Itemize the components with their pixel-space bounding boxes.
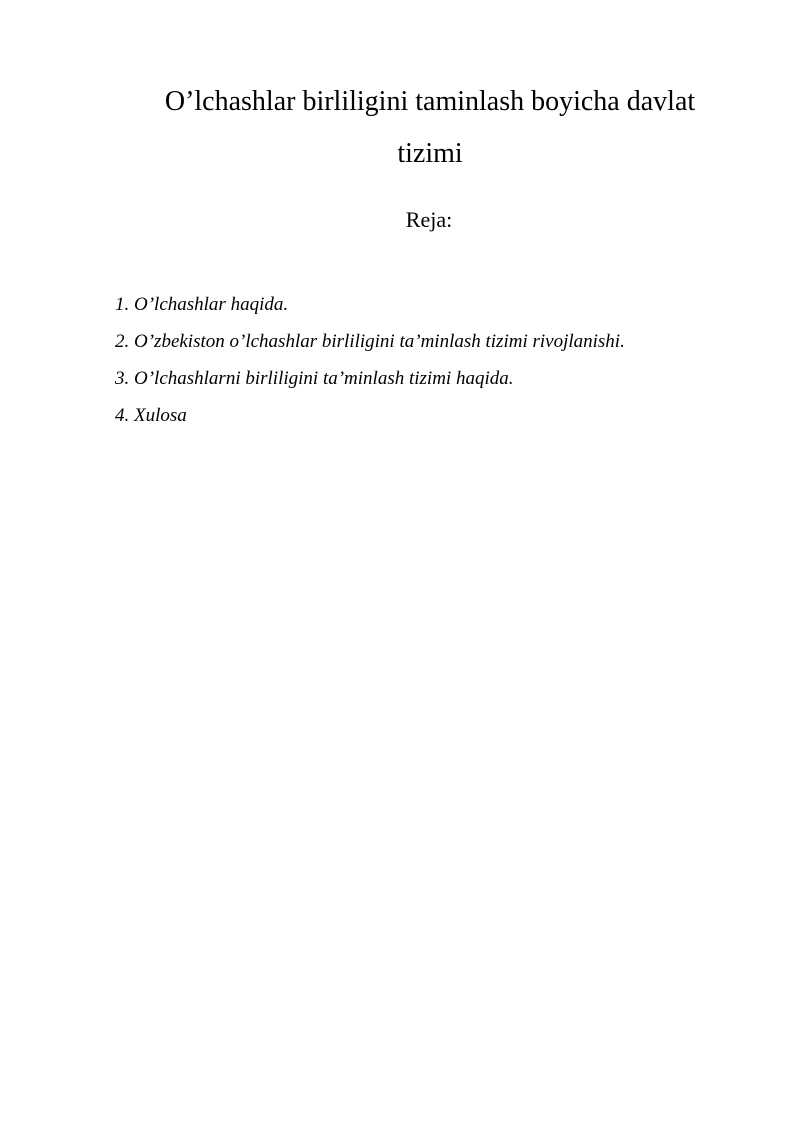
plan-item-3: 3. O’lchashlarni birliligini ta’minlash tizimi haqida. [115, 368, 514, 389]
plan-item-4: 4. Xulosa [115, 405, 187, 426]
plan-list [115, 286, 755, 434]
plan-item-2: 2. O’zbekiston o’lchashlar birliligini ta’minlash tizimi rivojlanishi. [115, 331, 625, 352]
document-title [120, 76, 740, 180]
document-title-line-1: O’lchashlar birliligini taminlash boyicha davlat [164, 86, 696, 117]
document-title-line-2: tizimi [397, 138, 463, 169]
plan-heading: Reja: [405, 207, 453, 232]
plan-item-1: 1. O’lchashlar haqida. [115, 294, 289, 315]
